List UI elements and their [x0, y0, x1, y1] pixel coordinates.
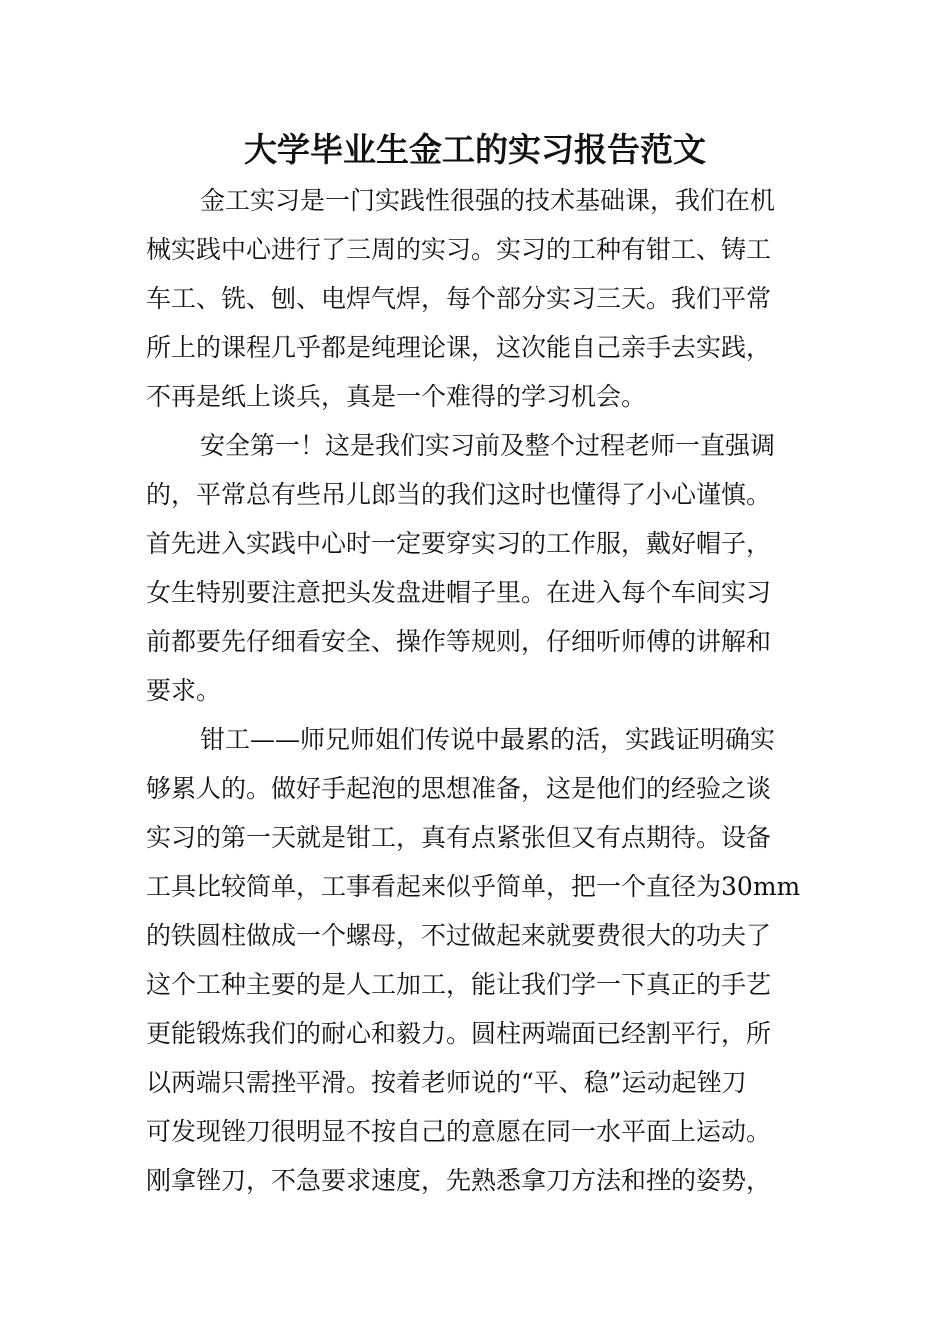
paragraph-line: 实习的第一天就是钳工，真有点紧张但又有点期待。设备 [146, 823, 772, 852]
paragraph-line: 的，平常总有些吊儿郎当的我们这时也懂得了小心谨慎。 [146, 480, 772, 509]
paragraph-line: 械实践中心进行了三周的实习。实习的工种有钳工、铸工 [146, 235, 772, 264]
paragraph-line: 前都要先仔细看安全、操作等规则，仔细听师傅的讲解和 [146, 627, 772, 656]
paragraph-line: 金工实习是一门实践性很强的技术基础课，我们在机 [200, 186, 776, 215]
paragraph-line: 所上的课程几乎都是纯理论课，这次能自己亲手去实践， [146, 333, 772, 362]
paragraph-line: 够累人的。做好手起泡的思想准备，这是他们的经验之谈 [146, 774, 772, 803]
paragraph-line: 的铁圆柱做成一个螺母，不过做起来就要费很大的功夫了 [146, 921, 772, 950]
paragraph-line: 要求。 [146, 676, 222, 705]
paragraph-line: 刚拿锉刀，不急要求速度，先熟悉拿刀方法和挫的姿势， [146, 1166, 772, 1195]
document-title: 大学毕业生金工的实习报告范文 [244, 130, 706, 169]
paragraph-line: 钳工——师兄师姐们传说中最累的活，实践证明确实 [200, 725, 776, 754]
paragraph-line: 女生特别要注意把头发盘进帽子里。在进入每个车间实习 [146, 578, 772, 607]
paragraph-line: 车工、铣、刨、电焊气焊，每个部分实习三天。我们平常 [146, 284, 772, 313]
paragraph-line: 不再是纸上谈兵，真是一个难得的学习机会。 [146, 382, 647, 411]
paragraph-line: 以两端只需挫平滑。按着老师说的“平、稳”运动起锉刀 [146, 1068, 747, 1097]
paragraph-line: 首先进入实践中心时一定要穿实习的工作服，戴好帽子， [146, 529, 772, 558]
paragraph-line: 更能锻炼我们的耐心和毅力。圆柱两端面已经割平行，所 [146, 1019, 772, 1048]
paragraph-line: 这个工种主要的是人工加工，能让我们学一下真正的手艺 [146, 970, 772, 999]
paragraph-line: 可发现锉刀很明显不按自己的意愿在同一水平面上运动。 [146, 1117, 772, 1146]
paragraph-line: 工具比较简单，工事看起来似乎简单，把一个直径为30mm [146, 872, 801, 901]
document-body [146, 176, 806, 1205]
paragraph-line: 安全第一！这是我们实习前及整个过程老师一直强调 [200, 431, 776, 460]
